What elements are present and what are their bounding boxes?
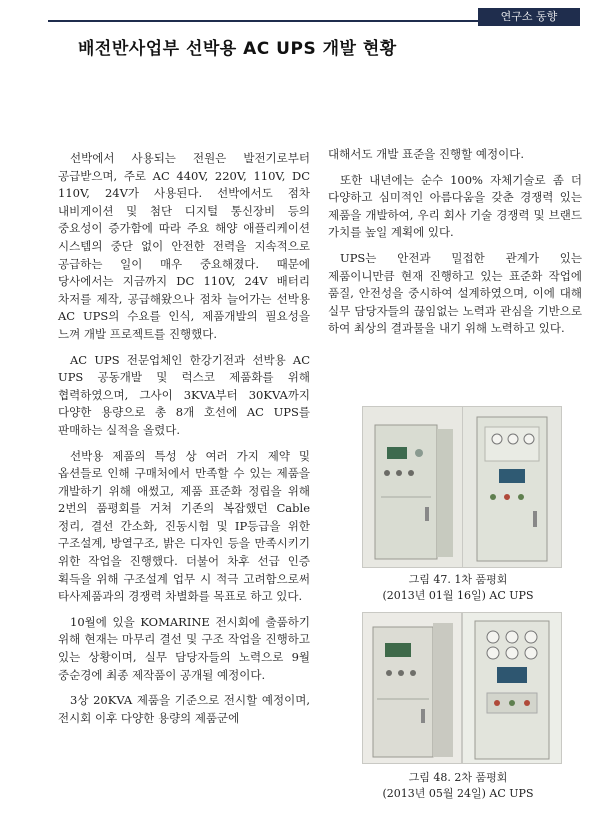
paragraph: 대해서도 개발 표준을 진행할 예정이다. (328, 147, 525, 161)
page-title: 배전반사업부 선박용 AC UPS 개발 현황 (78, 39, 397, 59)
caption-line: 그림 47. 1차 품평회 (408, 573, 508, 586)
left-column (58, 150, 310, 735)
paragraph: 10월에 있을 KOMARINE 전시회에 출품하기 위해 현재는 마무리 결선 및 구조 작업을 진행하고 있는 상황이며, 실무 담당자들의 노력으로 9월 중순경에 최종 제작품이 공개될 예정이다. (58, 614, 310, 682)
paragraph: 3상 20KVA 제품을 기준으로 전시할 예정이며, 전시회 이후 다양한 용량의 제품군에 (58, 693, 310, 725)
caption-line: (2013년 05월 24일) AC UPS (382, 787, 534, 800)
figure-caption (340, 572, 576, 604)
ups-cabinet-photo-1b (462, 406, 562, 568)
paragraph: AC UPS 전문업체인 한강기전과 선박용 AC UPS 공동개발 및 럭스코 제품화를 위해 협력하였으며, 그사이 3KVA부터 30KVA까지 다양한 용량으로 총 8개 호선에 AC UPS를 판매하는 실적을 올렸다. (58, 352, 310, 437)
paragraph: 선박용 제품의 특성 상 여러 가지 제약 및 옵션들로 인해 구매처에서 만족할 수 있는 제품을 개발하기 위해 애썼고, 제품 표준화 정립을 위해 2번의 품평회를 거쳐 기존의 복잡했던 Cable 정리, 결선 간소화, 진동시험 및 IP등급을 위한 구조설계, 방열구조, 밝은 디자인 등을 만족시키기 위한 작업을 진행했다. 더불어 차후 선급 인증 획득을 위해 구조설계 업무 시 적극 고려함으로써 타사제품과의 경쟁력 차별화를 목표로 하고 있다. (58, 448, 310, 604)
ups-cabinet-photo-2a (362, 612, 462, 764)
paragraph: 또한 내년에는 순수 100% 자체기술로 좀 더 다양하고 심미적인 아름다움을 갖춘 경쟁력 있는 제품을 개발하여, 우리 회사 기술 경쟁력 및 브랜드 가치를 높일 계획에 있다. (328, 172, 582, 240)
paragraph: 선박에서 사용되는 전원은 발전기로부터 공급받으며, 주로 AC 440V, 220V, 110V, DC 110V, 24V가 사용된다. 선박에서도 점차 내비게이션 및 첨단 디지털 통신장비 등의 중요성이 증가함에 따라 주요 해양 애플리케이션 시스템의 중단 없이 안전한 전력을 지속적으로 공급하는 일이 매우 중요해졌다. 때문에 당사에서는 지금까지 DC 110V, 24V 배터리 차저를 제작, 공급해왔으나 점차 늘어가는 선박용 AC UPS의 수요를 인식, 제품개발의 필요성을 느껴 개발 프로젝트를 진행했다. (58, 151, 310, 341)
caption-line: (2013년 01월 16일) AC UPS (382, 589, 534, 602)
section-tab: 연구소 동향 (478, 8, 580, 26)
right-column (328, 146, 582, 346)
figure-caption (340, 770, 576, 802)
paragraph: UPS는 안전과 밀접한 관계가 있는 제품이니만큼 현재 진행하고 있는 표준화 작업에 품질, 안전성을 중시하여 설계하였으며, 이에 대해 실무 담당자들의 끊임없는 노력과 관심을 기반으로 하여 최상의 결과물을 내기 위해 노력하고 있다. (328, 250, 582, 336)
ups-cabinet-photo-1a (362, 406, 464, 568)
ups-cabinet-photo-2b (462, 612, 562, 764)
caption-line: 그림 48. 2차 품평회 (408, 771, 508, 784)
